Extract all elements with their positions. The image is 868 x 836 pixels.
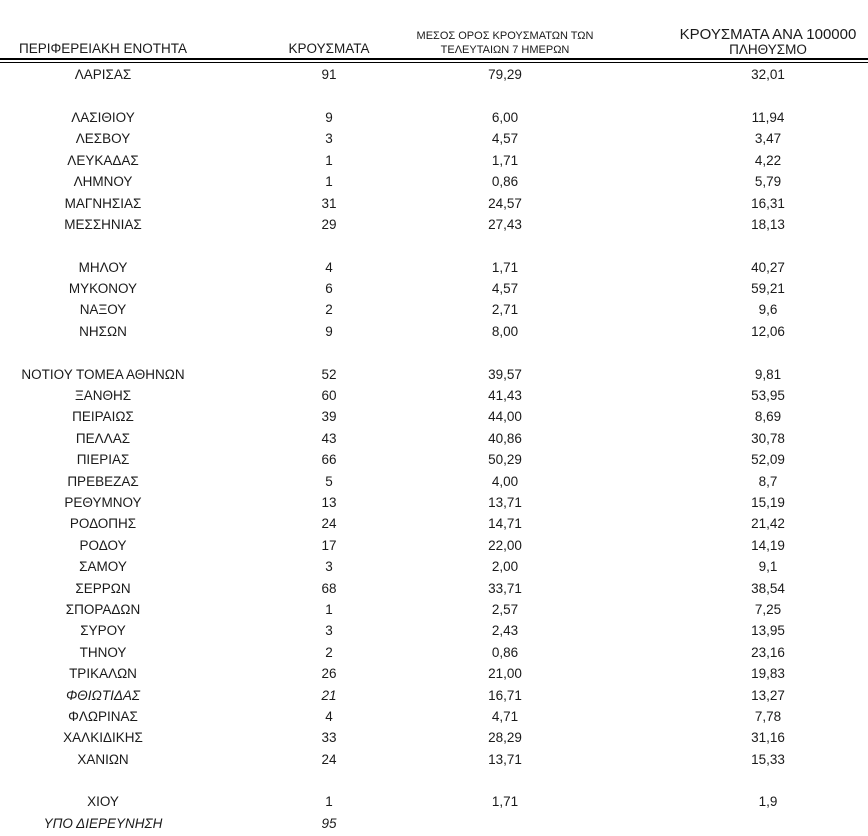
per100k-cell: 30,78 [751, 430, 785, 446]
column-header-per100k [668, 27, 868, 57]
avg7-cell: 44,00 [488, 409, 522, 425]
cases-cell: 5 [325, 473, 333, 489]
column-header-region-label: ΠΕΡΙΦΕΡΕΙΑΚΗ ΕΝΟΤΗΤΑ [18, 41, 188, 56]
per100k-cell: 9,81 [754, 366, 782, 382]
cases-cell: 91 [321, 67, 337, 83]
cases-cell: 4 [325, 259, 333, 275]
per100k-cell: 19,83 [751, 666, 785, 682]
table-row [0, 642, 868, 663]
table-row [0, 492, 868, 513]
cases-cell: 60 [321, 388, 337, 404]
avg7-cell: 13,71 [488, 495, 522, 510]
avg7-cell: 2,57 [491, 601, 519, 617]
per100k-cell: 38,54 [751, 580, 785, 596]
avg7-cell: 8,00 [491, 323, 519, 339]
region-cell: ΧΙΟΥ [87, 794, 119, 810]
avg7-cell: 22,00 [488, 537, 522, 553]
per100k-cell: 14,19 [751, 537, 785, 553]
table-row [0, 363, 868, 384]
cases-cell: 24 [321, 516, 337, 532]
avg7-cell: 33,71 [488, 580, 522, 596]
per100k-cell: 15,33 [751, 751, 785, 767]
cases-cell: 2 [325, 644, 333, 660]
cases-cell: 31 [321, 195, 337, 211]
per100k-cell: 21,42 [751, 516, 785, 532]
column-header-per100k-line1: ΚΡΟΥΣΜΑΤΑ ΑΝΑ 100000 [679, 26, 857, 43]
avg7-cell: 24,57 [488, 195, 522, 211]
per100k-cell: 53,95 [751, 388, 785, 404]
per100k-cell: 7,25 [754, 601, 782, 617]
cases-cell: 13 [321, 495, 337, 510]
avg7-cell: 1,71 [491, 259, 519, 275]
avg7-cell: 13,71 [488, 751, 522, 767]
cases-cell: 68 [321, 580, 337, 596]
region-cell: ΣΠΟΡΑΔΩΝ [65, 601, 141, 617]
region-cell: ΝΟΤΙΟΥ ΤΟΜΕΑ ΑΘΗΝΩΝ [21, 366, 185, 382]
table-row [0, 214, 868, 235]
region-cell: ΜΕΣΣΗΝΙΑΣ [64, 216, 142, 232]
table-row [0, 64, 868, 85]
avg7-cell: 50,29 [488, 452, 522, 468]
region-cell: ΣΥΡΟΥ [80, 623, 126, 639]
column-header-avg7-line1: ΜΕΣΟΣ ΟΡΟΣ ΚΡΟΥΣΜΑΤΩΝ ΤΩΝ [416, 30, 594, 42]
cases-cell: 66 [321, 452, 337, 468]
per100k-cell: 4,22 [754, 152, 782, 168]
per100k-cell: 9,1 [758, 559, 778, 575]
per100k-cell: 11,94 [751, 109, 785, 125]
avg7-cell: 2,43 [491, 623, 519, 639]
per100k-cell: 7,78 [754, 708, 782, 724]
per100k-cell: 12,06 [751, 323, 785, 339]
table-body [0, 63, 868, 834]
per100k-cell: 59,21 [751, 281, 785, 297]
table-row [0, 321, 868, 342]
cases-cell: 3 [325, 131, 333, 147]
table-row [0, 428, 868, 449]
region-cell: ΝΗΣΩΝ [79, 323, 127, 339]
cases-cell: 95 [321, 815, 337, 831]
table-row [0, 299, 868, 320]
avg7-cell: 0,86 [491, 174, 519, 190]
cases-cell: 9 [325, 323, 333, 339]
region-cell: ΡΕΘΥΜΝΟΥ [64, 495, 142, 510]
region-cell: ΧΑΝΙΩΝ [77, 751, 129, 767]
spacer-row [0, 342, 868, 363]
per100k-cell: 5,79 [754, 174, 782, 190]
cases-cell: 17 [321, 537, 337, 553]
spacer-row [0, 770, 868, 791]
cases-cell: 43 [321, 430, 337, 446]
cases-cell: 3 [325, 559, 333, 575]
table-row [0, 278, 868, 299]
region-cell: ΦΛΩΡΙΝΑΣ [68, 708, 138, 724]
avg7-cell: 28,29 [488, 730, 522, 746]
avg7-cell: 0,86 [491, 644, 519, 660]
avg7-cell: 1,71 [491, 152, 519, 168]
table-row [0, 150, 868, 171]
per100k-cell: 32,01 [751, 67, 785, 83]
table-row [0, 749, 868, 770]
cases-cell: 1 [325, 794, 333, 810]
cases-cell: 9 [325, 109, 333, 125]
region-cell: ΡΟΔΟΥ [79, 537, 127, 553]
table-row [0, 599, 868, 620]
avg7-cell: 4,57 [491, 281, 519, 297]
region-cell: ΠΙΕΡΙΑΣ [76, 452, 130, 468]
cases-cell: 52 [321, 366, 337, 382]
per100k-cell: 40,27 [751, 259, 785, 275]
region-cell: ΠΡΕΒΕΖΑΣ [67, 473, 139, 489]
column-header-avg7 [416, 30, 594, 57]
table-row [0, 107, 868, 128]
table-row [0, 406, 868, 427]
table-row [0, 791, 868, 812]
table-row [0, 813, 868, 834]
region-cell: ΣΑΜΟΥ [79, 559, 127, 575]
avg7-cell: 14,71 [488, 516, 522, 532]
table-row [0, 513, 868, 534]
cases-cell: 1 [325, 601, 333, 617]
cases-cell: 24 [321, 751, 337, 767]
avg7-cell: 6,00 [491, 109, 519, 125]
table-header [0, 0, 868, 58]
per100k-cell: 18,13 [751, 216, 785, 232]
region-cell: ΦΘΙΩΤΙΔΑΣ [66, 687, 140, 703]
cases-cell: 29 [321, 216, 337, 232]
table-row [0, 706, 868, 727]
column-header-avg7-line2: ΤΕΛΕΥΤΑΙΩΝ 7 ΗΜΕΡΩΝ [440, 43, 570, 56]
per100k-cell: 13,95 [751, 623, 785, 639]
cases-cell: 1 [325, 174, 333, 190]
per100k-cell: 8,69 [754, 409, 782, 425]
spacer-row [0, 85, 868, 106]
region-cell: ΝΑΞΟΥ [79, 302, 127, 318]
avg7-cell: 79,29 [488, 67, 522, 83]
table-row [0, 663, 868, 684]
per100k-cell: 8,7 [758, 473, 778, 489]
table-row [0, 192, 868, 213]
cases-cell: 26 [321, 666, 337, 682]
cases-cell: 39 [321, 409, 337, 425]
region-cell: ΠΕΙΡΑΙΩΣ [72, 409, 134, 425]
table-row [0, 449, 868, 470]
spacer-row [0, 235, 868, 256]
region-cell: ΠΕΛΛΑΣ [75, 430, 131, 446]
per100k-cell: 16,31 [751, 195, 785, 211]
avg7-cell: 4,71 [491, 708, 519, 724]
table-row [0, 577, 868, 598]
avg7-cell: 1,71 [491, 794, 519, 810]
region-cell: ΛΕΣΒΟΥ [75, 131, 131, 147]
region-cell: ΞΑΝΘΗΣ [74, 388, 132, 404]
column-header-region [0, 41, 206, 57]
avg7-cell: 40,86 [488, 430, 522, 446]
table-row [0, 556, 868, 577]
table-row [0, 470, 868, 491]
column-header-cases-label: ΚΡΟΥΣΜΑΤΑ [288, 41, 370, 56]
avg7-cell: 39,57 [488, 366, 522, 382]
region-cell: ΛΑΡΙΣΑΣ [74, 67, 132, 83]
avg7-cell: 27,43 [488, 216, 522, 232]
column-header-per100k-line2: ΠΛΗΘΥΣΜΟ [729, 42, 807, 57]
avg7-cell: 4,57 [491, 131, 519, 147]
per100k-cell: 15,19 [751, 495, 785, 510]
cases-cell: 3 [325, 623, 333, 639]
cases-cell: 2 [325, 302, 333, 318]
cases-cell: 33 [321, 730, 337, 746]
per100k-cell: 52,09 [751, 452, 785, 468]
region-cell: ΜΗΛΟΥ [78, 259, 128, 275]
column-header-cases [206, 41, 452, 57]
avg7-cell: 21,00 [488, 666, 522, 682]
table-row [0, 171, 868, 192]
cases-cell: 21 [321, 687, 337, 703]
table-row [0, 535, 868, 556]
region-cell: ΛΑΣΙΘΙΟΥ [71, 109, 135, 125]
cases-cell: 1 [325, 152, 333, 168]
region-cell: ΛΕΥΚΑΔΑΣ [67, 152, 139, 168]
region-cell: ΥΠΟ ΔΙΕΡΕΥΝΗΣΗ [43, 815, 163, 831]
region-cell: ΤΡΙΚΑΛΩΝ [69, 666, 137, 682]
table-row [0, 257, 868, 278]
avg7-cell: 2,71 [491, 302, 519, 318]
table-row [0, 620, 868, 641]
table-row [0, 128, 868, 149]
region-cell: ΣΕΡΡΩΝ [75, 580, 131, 596]
region-cell: ΛΗΜΝΟΥ [73, 174, 133, 190]
cases-cell: 4 [325, 708, 333, 724]
per100k-cell: 3,47 [754, 131, 782, 147]
table-row [0, 727, 868, 748]
region-cell: ΜΥΚΟΝΟΥ [68, 281, 138, 297]
region-cell: ΜΑΓΝΗΣΙΑΣ [64, 195, 142, 211]
per100k-cell: 1,9 [758, 794, 778, 810]
region-cell: ΡΟΔΟΠΗΣ [69, 516, 137, 532]
table-row [0, 684, 868, 705]
region-cell: ΤΗΝΟΥ [79, 644, 127, 660]
region-cell: ΧΑΛΚΙΔΙΚΗΣ [63, 730, 143, 746]
table-row [0, 385, 868, 406]
avg7-cell: 4,00 [491, 473, 519, 489]
per100k-cell: 31,16 [751, 730, 785, 746]
per100k-cell: 9,6 [758, 302, 778, 318]
per100k-cell: 23,16 [751, 644, 785, 660]
avg7-cell: 16,71 [488, 687, 522, 703]
avg7-cell: 2,00 [491, 559, 519, 575]
avg7-cell: 41,43 [488, 388, 522, 404]
cases-cell: 6 [325, 281, 333, 297]
per100k-cell: 13,27 [751, 687, 785, 703]
